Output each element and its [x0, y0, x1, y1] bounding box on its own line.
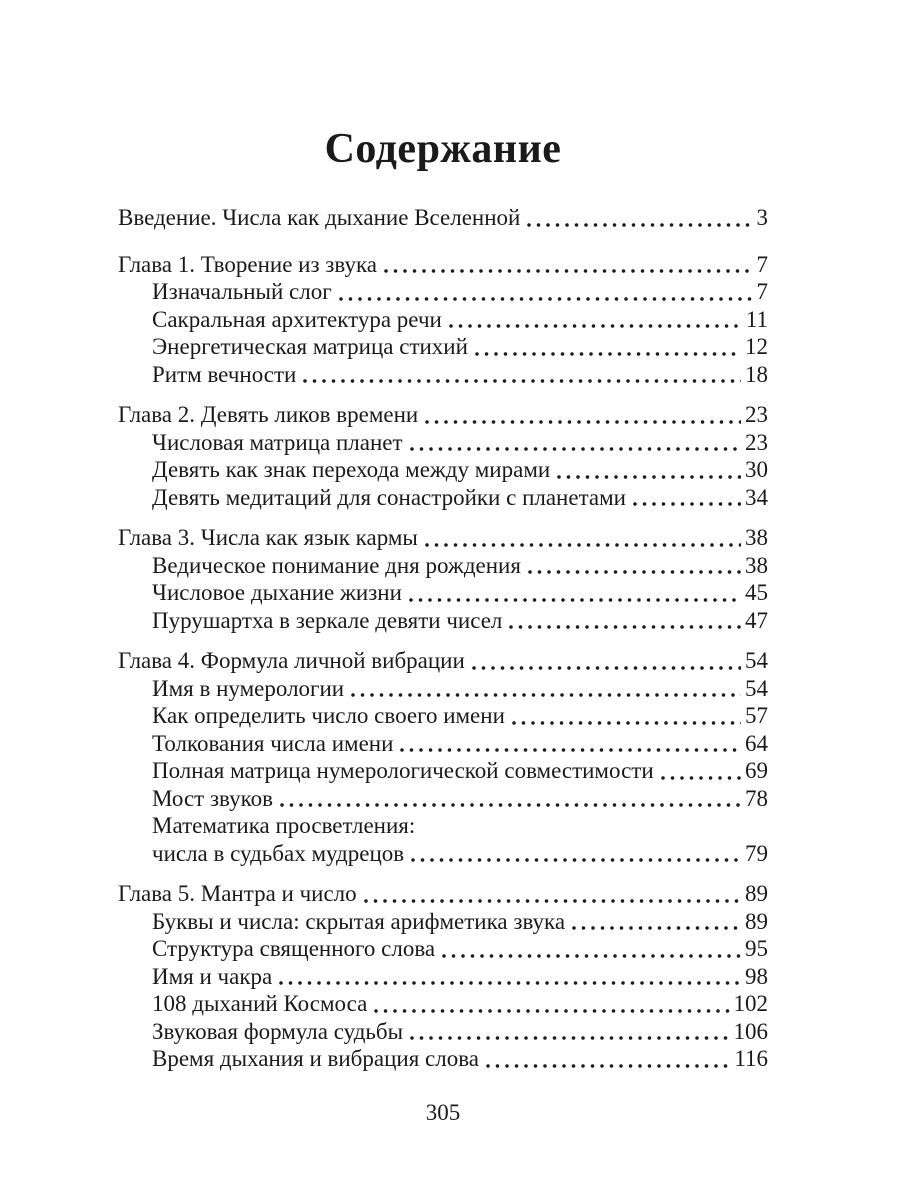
toc-entry-label: числа в судьбах мудрецов — [152, 840, 405, 866]
dot-leader — [474, 351, 741, 357]
toc-entry — [118, 675, 768, 703]
toc-entry — [118, 730, 768, 758]
toc-entry-page: 54 — [745, 648, 768, 673]
toc-entry-label: Глава 3. Числа как язык кармы — [118, 525, 418, 550]
toc-entry-label: Глава 5. Мантра и число — [118, 881, 357, 906]
toc-entry-page: 3 — [756, 205, 768, 230]
toc-entry-label: Энергетическая матрица стихий — [152, 334, 468, 359]
toc-entry-label: 108 дыханий Космоса — [152, 991, 368, 1016]
toc-entry-page: 98 — [745, 963, 768, 989]
toc-entry-page: 106 — [733, 1018, 768, 1044]
toc-entry — [118, 647, 768, 675]
toc-entry-label: Пурушартха в зеркале девяти чисел — [152, 607, 503, 633]
footer-page-number: 305 — [425, 1100, 461, 1125]
dot-leader — [441, 953, 741, 959]
dot-leader — [485, 1063, 730, 1069]
dot-leader — [373, 1008, 729, 1014]
toc-entry-label: Введение. Числа как дыхание Вселенной — [118, 205, 521, 230]
toc-entry — [118, 401, 768, 429]
toc-entry-page: 7 — [756, 251, 768, 277]
toc-entry-page: 45 — [745, 580, 768, 605]
dot-leader — [527, 569, 741, 575]
dot-leader — [424, 419, 741, 425]
toc-entry-page: 64 — [745, 730, 768, 756]
toc-entry-label: Как определить число своего имени — [152, 703, 505, 728]
dot-leader — [278, 980, 741, 986]
dot-leader — [571, 925, 741, 931]
toc-entry-label: Полная матрица нумерологической совместимости — [152, 758, 654, 783]
toc-entry — [118, 812, 768, 840]
toc-entry — [118, 990, 768, 1018]
page-title: Содержание — [324, 126, 562, 172]
toc-entry-page: 102 — [733, 991, 768, 1016]
toc-entry — [118, 908, 768, 936]
toc-entry-page: 30 — [745, 457, 768, 482]
toc-entry — [118, 1045, 768, 1073]
dot-leader — [632, 501, 741, 507]
toc-entry — [118, 333, 768, 361]
toc-entry-label: Звуковая формула судьбы — [152, 1018, 404, 1044]
toc-entry — [118, 607, 768, 635]
dot-leader — [471, 665, 741, 671]
toc-entry-page: 47 — [745, 607, 768, 633]
toc-entry-label: Ведическое понимание дня рождения — [152, 552, 521, 578]
toc-entry — [118, 757, 768, 785]
toc-entry-label: Имя и чакра — [152, 963, 273, 989]
toc-entry — [118, 1018, 768, 1046]
toc-entry-page: 54 — [745, 675, 768, 701]
dot-leader — [660, 775, 741, 781]
toc-entry — [118, 278, 768, 306]
toc-entry — [118, 484, 768, 512]
dot-leader — [363, 898, 741, 904]
toc-entry — [118, 579, 768, 607]
toc-entry — [118, 552, 768, 580]
toc-entry-page: 23 — [745, 429, 768, 455]
toc-entry-page: 38 — [745, 552, 768, 578]
dot-leader — [409, 1035, 729, 1041]
toc-entry-page: 116 — [734, 1046, 768, 1071]
toc-entry — [118, 840, 768, 868]
toc-entry-page: 11 — [745, 306, 768, 332]
toc-entry-label: Толкования числа имени — [152, 730, 394, 756]
toc-entry-label: Девять как знак перехода между мирами — [152, 457, 551, 482]
toc-entry — [118, 524, 768, 552]
toc-entry-page: 18 — [745, 361, 768, 387]
toc-entry-page: 23 — [745, 402, 768, 427]
toc-entry — [118, 880, 768, 908]
toc-entry-page: 95 — [745, 936, 768, 961]
dot-leader — [410, 857, 741, 863]
toc-entry — [118, 456, 768, 484]
dot-leader — [338, 296, 753, 302]
dot-leader — [448, 323, 742, 329]
toc-entry — [118, 204, 768, 232]
dot-leader — [556, 474, 741, 480]
toc-entry-page: 7 — [756, 279, 768, 304]
toc-entry-page: 12 — [745, 334, 768, 359]
dot-leader — [409, 446, 741, 452]
toc-entry — [118, 702, 768, 730]
toc-entry-label: Изначальный слог — [152, 279, 332, 304]
dot-leader — [279, 802, 741, 808]
toc-entry-label: Глава 4. Формула личной вибрации — [118, 648, 465, 673]
toc-entry-label: Девять медитаций для сонастройки с планетами — [152, 484, 626, 510]
dot-leader — [424, 542, 741, 548]
toc-entry — [118, 429, 768, 457]
toc-entry-label: Имя в нумерологии — [152, 675, 345, 701]
toc-entry — [118, 963, 768, 991]
toc-entry — [118, 785, 768, 813]
toc-entry-page: 89 — [745, 908, 768, 934]
toc-entry-label: Математика просветления: — [152, 813, 416, 838]
toc-entry — [118, 935, 768, 963]
toc-entry-page: 78 — [745, 785, 768, 811]
toc-entry-label: Глава 2. Девять ликов времени — [118, 402, 419, 427]
toc-entry-page: 89 — [745, 881, 768, 906]
dot-leader — [526, 222, 752, 228]
toc-entry-label: Буквы и числа: скрытая арифметика звука — [152, 908, 566, 934]
toc-entry-label: Время дыхания и вибрация слова — [152, 1046, 479, 1071]
dot-leader — [399, 747, 741, 753]
dot-leader — [350, 692, 741, 698]
toc-entry-label: Ритм вечности — [152, 361, 297, 387]
toc-entry-page: 34 — [745, 484, 768, 510]
toc-entry-label: Числовая матрица планет — [152, 429, 403, 455]
toc-entry — [118, 361, 768, 389]
toc-entry — [118, 306, 768, 334]
toc-entry-page: 38 — [745, 525, 768, 550]
toc-entry-label: Глава 1. Творение из звука — [118, 251, 377, 277]
toc-entry-label: Числовое дыхание жизни — [152, 580, 402, 605]
toc-entry — [118, 251, 768, 279]
table-of-contents — [118, 204, 768, 1073]
toc-entry-page: 69 — [745, 758, 768, 783]
dot-leader — [511, 720, 741, 726]
toc-entry-label: Структура священного слова — [152, 936, 436, 961]
dot-leader — [302, 378, 741, 384]
dot-leader — [408, 597, 741, 603]
toc-entry-page: 57 — [745, 703, 768, 728]
toc-entry-label: Сакральная архитектура речи — [152, 306, 442, 332]
toc-entry-label: Мост звуков — [152, 785, 273, 811]
dot-leader — [383, 268, 753, 274]
toc-entry-page: 79 — [745, 840, 768, 866]
dot-leader — [508, 624, 741, 630]
